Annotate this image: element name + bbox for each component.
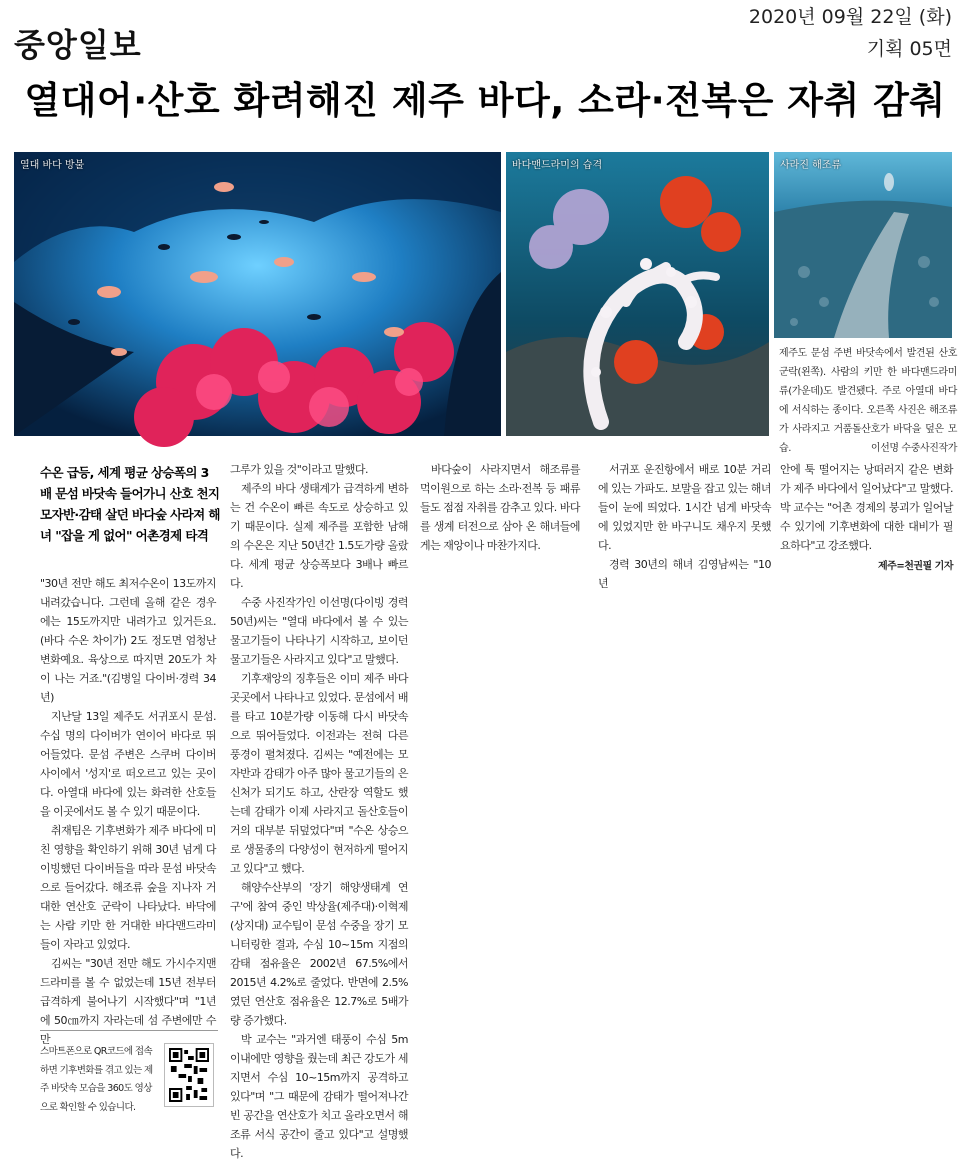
photo-label-softcoral: 바다맨드라미의 습격 xyxy=(512,160,603,171)
paragraph: 안에 툭 떨어지는 낭떠러지 같은 변화가 제주 바다에서 일어났다"고 말했다. 박 교수는 "어촌 경제의 붕괴가 일어날 수 있기에 기후변화에 대한 대비가 필요하다"고 강조했다. xyxy=(780,463,953,552)
paragraph: 기후재앙의 징후들은 이미 제주 바다 곳곳에서 나타나고 있었다. 문섬에서 배를 타고 10분가량 이동해 다시 바닷속으로 뛰어들었다. 이전과는 전혀 다른 풍경이 펼쳐졌다. 김씨는 "예전에는 모자반과 감태가 아주 많아 물고기들의 은신처가 되기도 하고, 산란장 역할도 했는데 감태가 이제 사라지고 돌산호들이 거의 대부분 뒤덮었다"며 "수온 상승으로 생물종의 다양성이 현저하게 떨어지고 있다"고 했다. xyxy=(230,672,408,875)
paragraph: 박 교수는 "과거엔 태풍이 수심 5m 이내에만 영향을 줬는데 최근 강도가 세지면서 수심 10~15m까지 공격하고 있다"며 "그 때문에 감태가 떨어져나간 빈 공간을 연산호가 치고 올라오면서 해조류 서식 공간이 줄고 있다"고 설명했다. xyxy=(230,1033,408,1160)
photo-soft-coral xyxy=(506,152,769,436)
paragraph: 취재팀은 기후변화가 제주 바다에 미친 영향을 확인하기 위해 30년 넘게 다이빙했던 다이버들을 따라 문섬 바닷속으로 들어갔다. 해조류 숲을 지나자 거대한 연산호 군락이 나타났다. 바닥에는 사람 키만 한 거대한 바다맨드라미들이 자라고 있었다. xyxy=(40,824,216,951)
paragraph: 수중 사진작가인 이선명(다이빙 경력 50년)씨는 "열대 바다에서 볼 수 있는 물고기들이 나타나기 시작하고, 보이던 물고기들은 사라지고 있다"고 말했다. xyxy=(230,596,408,666)
article-column-5 xyxy=(780,460,953,576)
paragraph: 김씨는 "30년 전만 해도 가시수지맨드라미를 볼 수 없었는데 15년 전부터 급격하게 불어나기 시작했다"며 "1년에 50㎝까지 자라는데 섬 주변에만 수만 xyxy=(40,957,216,1046)
article-column-4 xyxy=(598,460,771,593)
photo-tropical-reef xyxy=(14,152,501,436)
byline: 제주=천권필 기자 xyxy=(878,561,953,572)
paragraph: 지난달 13일 제주도 서귀포시 문섬. 수십 명의 다이버가 연이어 바다로 뛰어들었다. 문섬 주변은 스쿠버 다이버 사이에서 '성지'로 떠오르고 있는 곳이다. 아열대 바다에 있는 화려한 산호들을 이곳에서도 볼 수 있기 때문이다. xyxy=(40,710,216,818)
masthead-logo: 중앙일보 xyxy=(14,26,142,64)
article-column-3 xyxy=(420,460,580,555)
photo-caption xyxy=(779,344,957,458)
article-column-2 xyxy=(230,460,408,1163)
reef-fish-image xyxy=(14,152,501,436)
paragraph: 바다숲이 사라지면서 해조류를 먹이원으로 하는 소라·전복 등 패류들도 점점 자취를 감추고 있다. 바다를 생계 터전으로 삼아 온 해녀들에게는 재앙이나 마찬가지다. xyxy=(420,463,580,552)
paragraph: 해양수산부의 '장기 해양생태계 연구'에 참여 중인 박상율(제주대)·이혁제(상지대) 교수팀이 문섬 수중을 장기 모니터링한 결과, 수심 10~15m 지점의 감태 점유율은 2002년 67.5%에서 2015년 4.2%로 줄었다. 반면에 2.5%였던 연산호 점유율은 12.7%로 5배가량 증가했다. xyxy=(230,881,408,1027)
photo-label-barren: 사라진 해조류 xyxy=(780,160,842,171)
caption-credit: 이선명 수중사진작가 xyxy=(870,443,957,454)
paragraph: 서귀포 운진항에서 배로 10분 거리에 있는 가파도. 보말을 잡고 있는 해녀들이 눈에 띄었다. 1시간 넘게 바닷속에 있었지만 한 바구니도 채우지 못했다. xyxy=(598,463,771,552)
issue-date: 2020년 09월 22일 (화) xyxy=(748,6,952,28)
paragraph: 그루가 있을 것"이라고 말했다. xyxy=(230,463,369,476)
photo-label-tropical: 열대 바다 방불 xyxy=(20,160,85,171)
issue-page: 기획 05면 xyxy=(866,38,952,60)
qr-code-graphic xyxy=(169,1048,209,1102)
qr-code-icon[interactable] xyxy=(164,1043,214,1107)
paragraph: "30년 전만 해도 최저수온이 13도까지 내려갔습니다. 그런데 올해 같은 경우에는 15도까지만 내려가고 있거든요. (바다 수온 차이가) 2도 정도면 엄청난 변화예요. 육상으로 따지면 20도가 차이 나는 거죠."(김병일 다이버·경력 34년) xyxy=(40,577,216,704)
article-subhead: 수온 급등, 세계 평균 상승폭의 3배 문섬 바닷속 들어가니 산호 천지 모자반·감태 살던 바다숲 사라져 해녀 "잡을 게 없어" 어촌경제 타격 xyxy=(40,465,220,543)
barren-seabed-image xyxy=(774,152,952,338)
paragraph: 제주의 바다 생태계가 급격하게 변하는 건 수온이 빠른 속도로 상승하고 있기 때문이다. 실제 제주를 포함한 남해의 수온은 지난 50년간 1.5도가량 올랐다. 세계 평균 상승폭보다 3배나 빠르다. xyxy=(230,482,408,590)
headline: 열대어·산호 화려해진 제주 바다, 소라·전복은 자취 감춰 xyxy=(24,79,946,122)
paragraph: 경력 30년의 해녀 김영남씨는 "10년 xyxy=(598,558,771,590)
photo-barren-seabed xyxy=(774,152,952,338)
article-column-1 xyxy=(40,574,216,1049)
soft-coral-image xyxy=(506,152,769,436)
qr-promo-text: 스마트폰으로 QR코드에 접속하면 기후변화를 겪고 있는 제주 바닷속 모습을 360도 영상으로 확인할 수 있습니다. xyxy=(40,1046,153,1113)
caption-text: 제주도 문섬 주변 바닷속에서 발견된 산호 군락(왼쪽). 사람의 키만 한 바다맨드라미류(가운데)도 발견됐다. 주로 아열대 바다에 서식하는 종이다. 오른쪽 사진은 해조류가 사라지고 거품돌산호가 바닥을 덮은 모습. xyxy=(779,348,957,454)
qr-promo xyxy=(40,1030,218,1118)
